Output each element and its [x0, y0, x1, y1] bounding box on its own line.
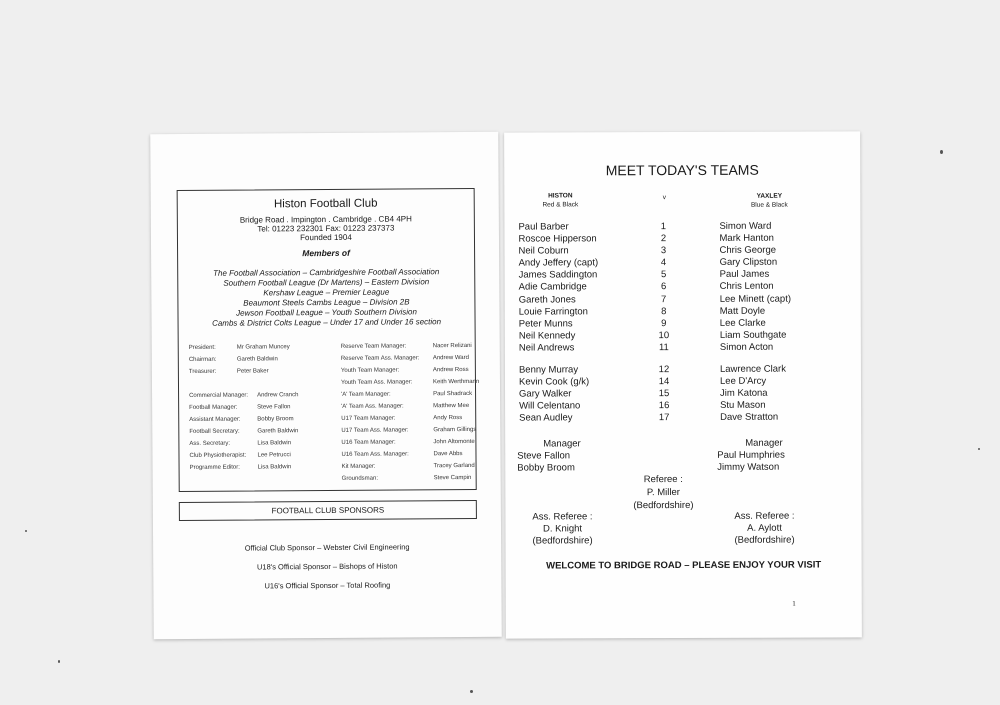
home-player: Kevin Cook (g/k) — [518, 376, 590, 388]
club-phone: Tel: 01223 232301 Fax: 01223 237373 — [257, 223, 395, 234]
away-player: Matt Doyle — [719, 305, 766, 317]
league-line: The Football Association – Cambridgeshire Football Association — [213, 267, 440, 278]
versus-label: v — [662, 194, 666, 202]
official-name: Steve Fallon — [257, 404, 291, 411]
referee-name: P. Miller — [646, 487, 680, 499]
ass-referee-1-name: D. Knight — [542, 523, 583, 535]
official-role: 'A' Team Ass. Manager: — [341, 403, 404, 410]
ass-referee-2-label: Ass. Referee : — [734, 510, 795, 522]
home-player: Neil Kennedy — [518, 330, 576, 342]
ass-referee-2-county: (Bedfordshire) — [734, 534, 795, 546]
away-player: Paul James — [719, 268, 770, 280]
referee-label: Referee : — [643, 474, 683, 486]
official-name: Andy Ross — [433, 415, 463, 422]
league-line: Kershaw League – Premier League — [263, 287, 390, 298]
away-player: Gary Clipston — [719, 256, 778, 268]
official-role: 'A' Team Manager: — [341, 391, 391, 398]
home-team-colors: Red & Black — [542, 201, 579, 209]
squad-number: 9 — [661, 318, 667, 330]
home-player: Neil Coburn — [518, 245, 569, 257]
home-player: Gary Walker — [519, 388, 572, 400]
league-line: Cambs & District Colts League – Under 17 and Under 16 section — [212, 317, 442, 328]
home-player: Louie Farrington — [518, 306, 588, 318]
league-line: Jewson Football League – Youth Southern Division — [236, 307, 417, 318]
official-name: Dave Abbs — [433, 451, 463, 458]
page-title: MEET TODAY'S TEAMS — [605, 161, 759, 179]
sponsor-line: U18's Official Sponsor – Bishops of Histon — [256, 561, 398, 572]
official-role: Chairman: — [188, 356, 217, 363]
official-name: Keith Werthmann — [432, 378, 480, 386]
official-name: Graham Gillings — [433, 426, 477, 434]
home-player: Roscoe Hipperson — [518, 233, 597, 245]
official-role: Youth Team Ass. Manager: — [340, 379, 413, 386]
squad-number: 14 — [658, 376, 670, 388]
home-player: Gareth Jones — [518, 294, 576, 306]
home-manager: Steve Fallon — [517, 450, 571, 462]
squad-number: 4 — [660, 257, 667, 269]
away-player: Lee Clarke — [719, 317, 766, 329]
away-player: Liam Southgate — [719, 329, 787, 341]
left-page — [150, 132, 502, 639]
away-player: Mark Hanton — [719, 232, 774, 244]
ass-referee-1-county: (Bedfordshire) — [532, 535, 593, 547]
official-name: Steve Campin — [433, 474, 472, 482]
away-manager: Paul Humphries — [717, 449, 785, 461]
squad-number: 1 — [660, 221, 667, 233]
official-role: Commercial Manager: — [189, 392, 249, 399]
official-role: Football Manager: — [189, 404, 238, 411]
squad-number: 2 — [660, 233, 667, 245]
home-manager: Bobby Broom — [517, 462, 575, 474]
squad-number: 7 — [661, 294, 667, 306]
official-name: Gareth Baldwin — [236, 356, 278, 363]
squad-number: 10 — [658, 330, 670, 342]
squad-number: 3 — [660, 245, 667, 257]
club-name: Histon Football Club — [273, 197, 378, 211]
official-role: U17 Team Ass. Manager: — [341, 427, 409, 434]
official-name: Bobby Broom — [257, 416, 294, 423]
official-name: Peter Baker — [236, 368, 269, 375]
scan-speck — [978, 448, 980, 450]
league-line: Southern Football League (Dr Martens) – Eastern Division — [223, 277, 430, 288]
official-name: Gareth Baldwin — [257, 428, 299, 435]
members-heading: Members of — [302, 247, 350, 259]
official-name: Paul Shadrack — [433, 390, 473, 398]
club-founded: Founded 1904 — [300, 232, 352, 243]
sponsor-line: U16's Official Sponsor – Total Roofing — [264, 580, 391, 591]
official-name: Andrew Ross — [432, 367, 469, 374]
sponsors-heading: FOOTBALL CLUB SPONSORS — [179, 500, 477, 521]
scan-speck — [58, 660, 60, 663]
referee-county: (Bedfordshire) — [633, 499, 694, 512]
squad-number: 16 — [658, 400, 670, 412]
official-role: Youth Team Manager: — [340, 367, 400, 374]
official-name: Lisa Baldwin — [257, 464, 292, 471]
home-player: Will Celentano — [519, 400, 581, 412]
away-player: Lawrence Clark — [719, 363, 786, 375]
squad-number: 8 — [661, 306, 667, 318]
official-name: Andrew Ward — [432, 355, 469, 362]
league-line: Beaumont Steels Cambs League – Division 2B — [243, 297, 410, 308]
welcome-message: WELCOME TO BRIDGE ROAD – PLEASE ENJOY YOUR VISIT — [546, 559, 822, 572]
ass-referee-1-label: Ass. Referee : — [532, 511, 593, 523]
scan-speck — [470, 690, 473, 693]
right-page — [504, 131, 862, 638]
official-name: Nacer Relizani — [432, 342, 472, 350]
club-address: Bridge Road . Impington . Cambridge . CB4 4PH — [239, 214, 412, 225]
home-team-name: HISTON — [548, 192, 573, 200]
home-player: Benny Murray — [518, 364, 579, 376]
official-role: U17 Team Manager: — [341, 415, 396, 422]
away-team-name: YAXLEY — [756, 192, 783, 200]
home-player: Andy Jeffery (capt) — [518, 257, 599, 269]
official-role: Treasurer: — [188, 368, 217, 375]
official-role: Assistant Manager: — [189, 416, 241, 423]
sponsor-line: Official Club Sponsor – Webster Civil Engineering — [244, 542, 410, 553]
away-manager: Jimmy Watson — [717, 461, 780, 473]
home-player: Adie Cambridge — [518, 281, 587, 293]
squad-number: 15 — [658, 388, 670, 400]
squad-number: 12 — [658, 364, 670, 376]
official-role: Reserve Team Manager: — [340, 343, 407, 350]
away-player: Chris George — [719, 244, 777, 256]
official-role: U16 Team Manager: — [341, 439, 396, 446]
official-role: Kit Manager: — [341, 463, 376, 470]
home-player: Paul Barber — [518, 221, 569, 233]
away-manager-label: Manager — [745, 437, 783, 449]
page-number: 1 — [792, 599, 796, 608]
official-role: Programme Editor: — [189, 464, 240, 471]
away-player: Stu Mason — [720, 399, 766, 411]
scan-speck — [940, 150, 943, 154]
official-name: Lee Petrucci — [257, 452, 291, 459]
scan-speck — [25, 530, 27, 532]
official-name: Andrew Cranch — [257, 392, 299, 399]
official-role: Club Physiotherapist: — [189, 452, 247, 459]
away-player: Jim Katona — [720, 387, 768, 399]
official-name: Lisa Baldwin — [257, 440, 292, 447]
home-player: Neil Andrews — [518, 342, 575, 354]
away-player: Simon Acton — [719, 341, 774, 353]
away-player: Chris Lenton — [719, 280, 774, 292]
home-player: Sean Audley — [519, 412, 573, 424]
away-player: Dave Stratton — [720, 411, 779, 423]
official-role: President: — [188, 344, 216, 351]
official-role: Ass. Secretary: — [189, 440, 231, 447]
away-player: Simon Ward — [719, 220, 772, 232]
away-player: Lee Minett (capt) — [719, 293, 792, 305]
squad-number: 11 — [658, 342, 669, 354]
home-player: James Saddington — [518, 269, 598, 281]
squad-number: 5 — [660, 269, 667, 281]
official-name: Matthew Mee — [433, 403, 470, 410]
home-player: Peter Munns — [518, 318, 573, 330]
ass-referee-2-name: A. Aylott — [747, 522, 782, 534]
official-role: Reserve Team Ass. Manager: — [340, 355, 420, 362]
away-team-colors: Blue & Black — [750, 201, 788, 209]
official-name: Tracey Garland — [433, 462, 475, 470]
squad-number: 6 — [660, 281, 667, 293]
club-info-box — [177, 188, 480, 492]
official-name: John Altomonte — [433, 438, 475, 446]
squad-number: 17 — [658, 412, 670, 424]
official-role: Groundsman: — [341, 475, 379, 482]
official-role: Football Secretary: — [189, 428, 240, 435]
away-player: Lee D'Arcy — [719, 375, 767, 387]
official-role: U16 Team Ass. Manager: — [341, 451, 409, 458]
home-manager-label: Manager — [543, 438, 581, 450]
official-name: Mr Graham Muncey — [236, 344, 290, 351]
